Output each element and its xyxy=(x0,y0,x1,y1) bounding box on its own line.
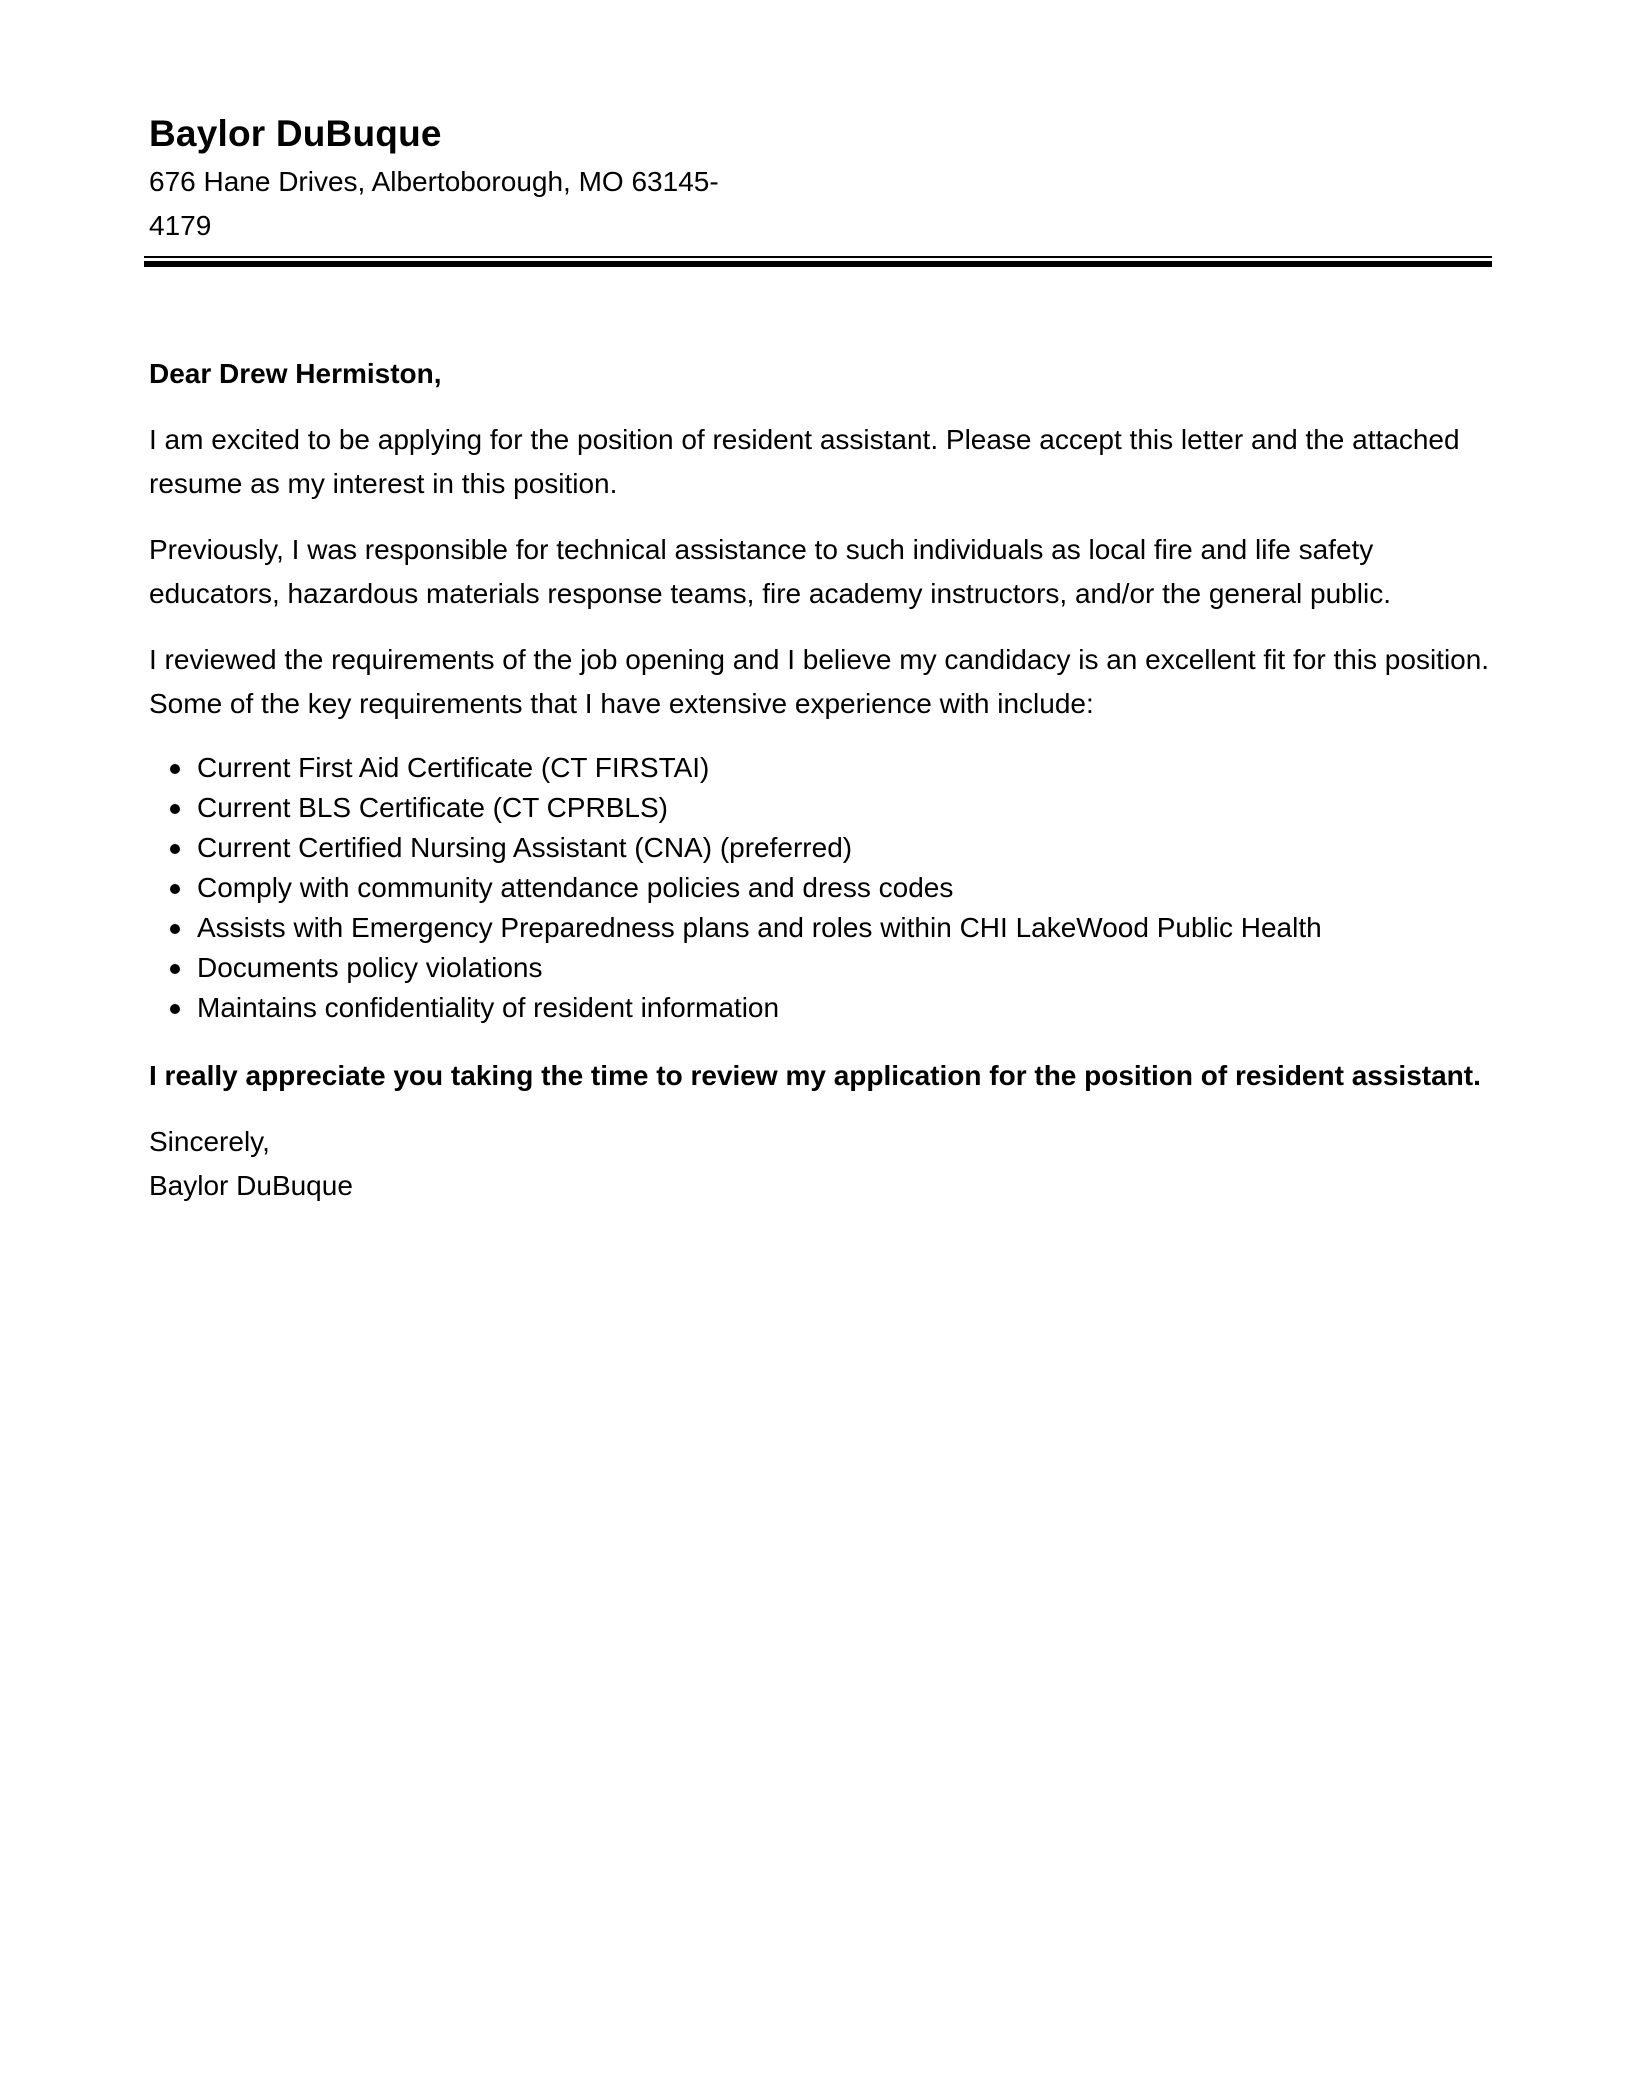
bullet-icon xyxy=(170,924,180,934)
bullet-icon xyxy=(170,964,180,974)
list-item xyxy=(149,748,1494,788)
sender-address: 676 Hane Drives, Albertoborough, MO 63145-4179 xyxy=(149,166,719,241)
list-item xyxy=(149,828,1494,868)
paragraph-intro: I am excited to be applying for the position of resident assistant. Please accept this letter and the attached resume as my interest in this position. xyxy=(149,424,1460,499)
list-item-text: Current First Aid Certificate (CT FIRSTAI) xyxy=(197,752,710,783)
salutation: Dear Drew Hermiston, xyxy=(149,358,442,389)
closing-statement: I really appreciate you taking the time to review my application for the position of resident assistant. xyxy=(149,1060,1481,1091)
list-item xyxy=(149,988,1494,1028)
letter-body xyxy=(149,352,1494,1208)
list-item xyxy=(149,908,1494,948)
bullet-icon xyxy=(170,1004,180,1014)
bullet-icon xyxy=(170,844,180,854)
signature-name: Baylor DuBuque xyxy=(149,1170,353,1201)
header-divider xyxy=(144,256,1492,267)
list-item xyxy=(149,948,1494,988)
bullet-icon xyxy=(170,764,180,774)
list-item xyxy=(149,788,1494,828)
bullet-icon xyxy=(170,804,180,814)
list-item-text: Comply with community attendance policies and dress codes xyxy=(197,872,954,903)
list-item-text: Current BLS Certificate (CT CPRBLS) xyxy=(197,792,668,823)
requirements-list xyxy=(149,748,1494,1028)
paragraph-requirements: I reviewed the requirements of the job opening and I believe my candidacy is an excellent fit for this position. Some of the key requirements that I have extensive experience with include: xyxy=(149,644,1490,719)
divider-thick-line xyxy=(144,261,1492,267)
letter-header xyxy=(149,108,1489,248)
sender-name: Baylor DuBuque xyxy=(149,113,442,154)
list-item-text: Maintains confidentiality of resident information xyxy=(197,992,780,1023)
list-item xyxy=(149,868,1494,908)
list-item-text: Current Certified Nursing Assistant (CNA) (preferred) xyxy=(197,832,853,863)
valediction: Sincerely, xyxy=(149,1126,270,1157)
bullet-icon xyxy=(170,884,180,894)
paragraph-experience: Previously, I was responsible for technical assistance to such individuals as local fire and life safety educators, hazardous materials response teams, fire academy instructors, and/or the general public. xyxy=(149,534,1391,609)
list-item-text: Documents policy violations xyxy=(197,952,543,983)
list-item-text: Assists with Emergency Preparedness plans and roles within CHI LakeWood Public Health xyxy=(197,912,1322,943)
